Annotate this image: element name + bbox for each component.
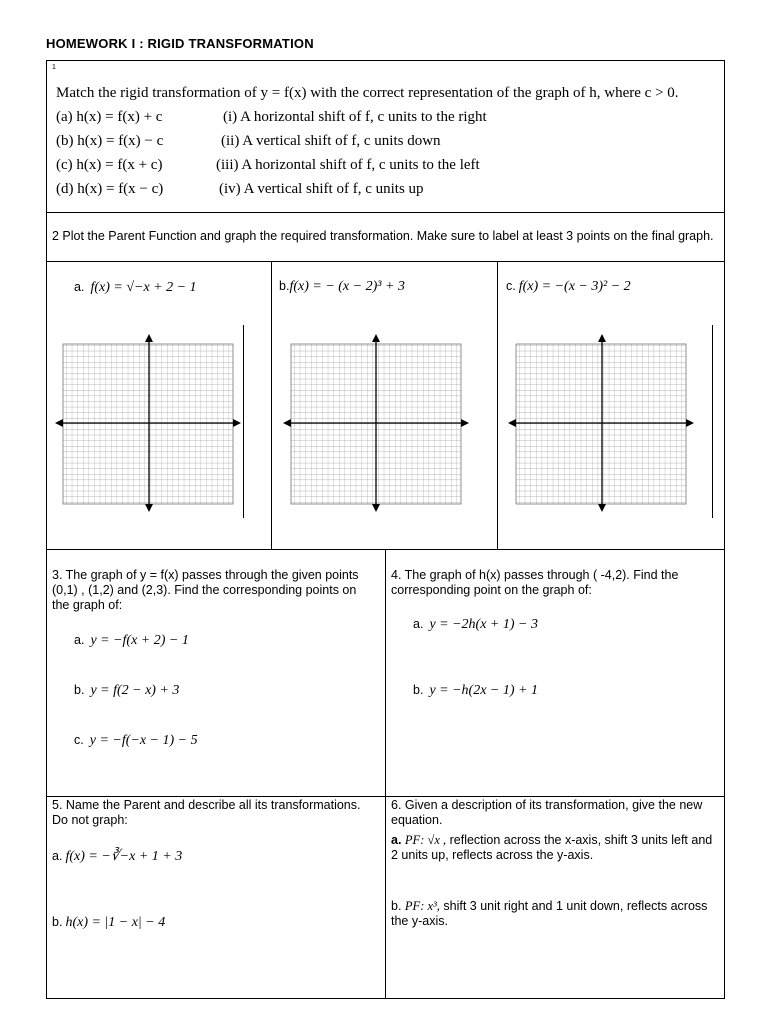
- q1-option-d: (d) h(x) = f(x − c): [56, 181, 164, 197]
- q1-match-ii: (ii) A vertical shift of f, c units down: [221, 133, 441, 149]
- q3-item-a: a. y = −f(x + 2) − 1: [74, 633, 189, 648]
- q2-margin-line-c: [712, 325, 713, 518]
- question-5-prompt: 5. Name the Parent and describe all its transformations. Do not graph:: [52, 798, 361, 827]
- q2-graph-b-label: b.f(x) = − (x − 2)³ + 3: [279, 279, 405, 294]
- question-6-prompt: 6. Given a description of its transformation, give the new equation.: [391, 798, 703, 827]
- q2-divider: [46, 261, 725, 262]
- q5-item-a: a. f(x) = −∛−x + 1 + 3: [52, 849, 183, 864]
- q1-match-iv: (iv) A vertical shift of f, c units up: [219, 181, 424, 197]
- q2-graph-c-label: c. f(x) = −(x − 3)² − 2: [506, 279, 631, 294]
- question-1-number: 1: [52, 64, 56, 71]
- q6-item-b: b. PF: x³, shift 3 unit right and 1 unit down, reflects across the y-axis.: [391, 899, 708, 928]
- q2-col-divider-2: [497, 261, 498, 550]
- q3-item-b: b. y = f(2 − x) + 3: [74, 683, 180, 698]
- coordinate-grid-a[interactable]: [55, 334, 247, 519]
- q2-margin-line-a: [243, 325, 244, 518]
- q1-match-i: (i) A horizontal shift of f, c units to the right: [223, 109, 487, 125]
- q2-graph-a-label: a. f(x) = √−x + 2 − 1: [74, 280, 197, 295]
- q4-item-b: b. y = −h(2x − 1) + 1: [413, 683, 538, 698]
- q1-option-b: (b) h(x) = f(x) − c: [56, 133, 164, 149]
- q2-col-divider-1: [271, 261, 272, 550]
- q1-option-a: (a) h(x) = f(x) + c: [56, 109, 163, 125]
- question-1-prompt: Match the rigid transformation of y = f(x) with the correct representation of the graph of h, where c > 0.: [56, 85, 679, 101]
- coordinate-grid-b[interactable]: [283, 334, 475, 519]
- q1-match-iii: (iii) A horizontal shift of f, c units to the left: [216, 157, 480, 173]
- q4-item-a: a. y = −2h(x + 1) − 3: [413, 617, 538, 632]
- question-3-prompt: 3. The graph of y = f(x) passes through the given points (0,1) , (1,2) and (2,3). Find the corresponding points on the graph of:: [52, 568, 359, 612]
- q3-item-c: c. y = −f(−x − 1) − 5: [74, 733, 198, 748]
- question-4-prompt: 4. The graph of h(x) passes through ( -4,2). Find the corresponding point on the graph of:: [391, 568, 679, 597]
- q6-item-a: a. PF: √x , reflection across the x-axis, shift 3 units left and 2 units up, reflects across the y-axis.: [391, 833, 713, 862]
- page-title: HOMEWORK I : RIGID TRANSFORMATION: [46, 36, 314, 51]
- q5-item-b: b. h(x) = |1 − x| − 4: [52, 915, 166, 930]
- coordinate-grid-c[interactable]: [508, 334, 700, 519]
- question-2-prompt: 2 Plot the Parent Function and graph the required transformation. Make sure to label at least 3 points on the final graph.: [52, 229, 714, 243]
- q1-option-c: (c) h(x) = f(x + c): [56, 157, 163, 173]
